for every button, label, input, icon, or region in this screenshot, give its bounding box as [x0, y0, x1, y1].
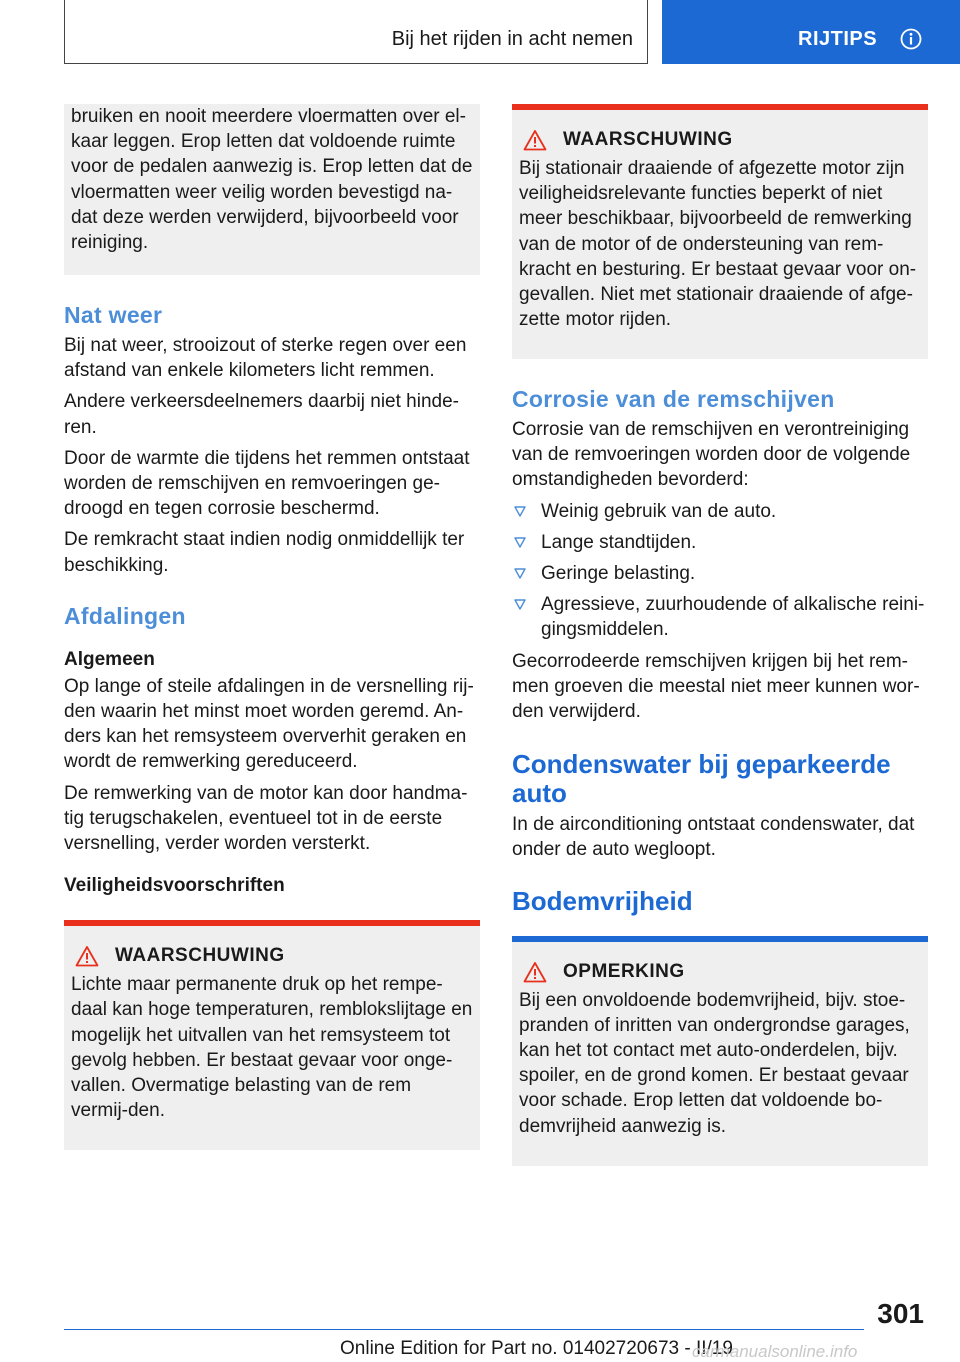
list-item-text: Lange standtijden. — [541, 531, 697, 553]
warning-title-row — [519, 128, 921, 152]
watermark: carmanualsonline.info — [692, 1342, 858, 1361]
corrosie-outro: Gecorrodeerde remschijven krijgen bij het rem-men groeven die meestal niet meer kunnen wor-den verwijderd. — [512, 650, 920, 723]
list-item — [512, 530, 928, 555]
warning-title: WAARSCHUWING — [563, 129, 733, 150]
footer-rule — [64, 1329, 864, 1330]
nat-weer-p4: De remkracht staat indien nodig onmiddellijk ter beschikking. — [64, 529, 465, 576]
subheading-veiligheidsvoorschriften: Veiligheidsvoorschriften — [64, 875, 285, 897]
running-header — [64, 0, 648, 64]
right-column — [512, 104, 928, 1166]
left-column — [64, 104, 480, 1150]
triangle-bullet-icon — [514, 599, 526, 610]
note-text: Bij een onvoldoende bodemvrijheid, bijv. stoe-pranden of inritten van ondergrondse garages, kan het tot contact met auto-onderdelen, bijv. spoiler, en de grond komen. Er bestaat gevaar voor schade. Erop letten dat voldoende bo-demvrijheid aanwezig is. — [519, 989, 910, 1137]
nat-weer-p1: Bij nat weer, strooizout of sterke regen over een afstand van enkele kilometers licht remmen. — [64, 335, 467, 382]
heading-corrosie: Corrosie van de remschijven — [512, 386, 835, 412]
warning-triangle-icon — [75, 945, 99, 967]
page-number: 301 — [877, 1298, 924, 1329]
warning-title-row — [71, 944, 473, 968]
afdalingen-p2: De remwerking van de motor kan door handma-tig terugschakelen, eventueel tot in de eerste versnelling, verder worden versterkt. — [64, 782, 468, 855]
note-title: OPMERKING — [563, 960, 685, 982]
heading-afdalingen: Afdalingen — [64, 602, 186, 629]
warning-text: Lichte maar permanente druk op het rempe-daal kan hoge temperaturen, remblokslijtage en mogelijk het uitvallen van het remsysteem tot gevolg hebben. Er bestaat gevaar voor onge-vallen. Overmatige belasting van de rem vermij-den. — [71, 974, 473, 1122]
list-item — [512, 561, 928, 586]
warning-triangle-icon — [523, 961, 547, 983]
note-title-row — [519, 960, 921, 984]
info-icon[interactable] — [900, 28, 922, 50]
list-item — [512, 592, 928, 642]
triangle-bullet-icon — [514, 568, 526, 579]
corrosie-intro: Corrosie van de remschijven en verontreiniging van de remvoeringen worden door de volgende omstandigheden bevorderd: — [512, 419, 911, 491]
heading-condenswater: Condenswater bij geparkeerde auto — [512, 749, 891, 809]
warning-title: WAARSCHUWING — [115, 945, 285, 967]
heading-bodemvrijheid: Bodemvrijheid — [512, 885, 693, 916]
corrosie-list — [512, 499, 928, 643]
afdalingen-p1: Op lange of steile afdalingen in de versnelling rij-den waarin het minst moet worden geremd. An-ders kan het remsysteem oververhit geraken en wordt de remwerking gereduceerd. — [64, 675, 474, 773]
warning-text: Bij stationair draaiende of afgezette motor zijn veiligheidsrelevante functies beperkt of niet meer beschikbaar, bijvoorbeeld de remwerking van de motor of de ondersteuning van rem-kracht en besturing. Er bestaat gevaar voor on-gevallen. Niet met stationair draaiende of afge-zette motor rijden. — [519, 158, 917, 331]
chapter-title: RIJTIPS — [798, 28, 878, 50]
list-item-text: Weinig gebruik van de auto. — [541, 500, 777, 522]
note-box-ground-clearance — [512, 936, 928, 1166]
nat-weer-p3: Door de warmte die tijdens het remmen ontstaat worden de remschijven en remvoeringen ge-droogd en tegen corrosie beschermd. — [64, 447, 470, 520]
nat-weer-p2: Andere verkeersdeelnemers daarbij niet hinde-ren. — [64, 391, 460, 438]
heading-nat-weer: Nat weer — [64, 302, 163, 328]
warning-box-brake — [64, 920, 480, 1150]
list-item-text: Agressieve, zuurhoudende of alkalische reini-gingsmiddelen. — [541, 594, 925, 641]
triangle-bullet-icon — [514, 537, 526, 548]
edition-line: Online Edition for Part no. 01402720673 - II/19 — [340, 1338, 733, 1359]
condens-text: In de airconditioning ontstaat condenswater, dat onder de auto wegloopt. — [512, 814, 915, 861]
list-item — [512, 499, 928, 524]
continued-box-text: bruiken en nooit meerdere vloermatten over el-kaar leggen. Erop letten dat voldoende ruimte voor de pedalen aanwezig is. Erop letten dat de vloermatten weer veilig worden bevestigd na-dat deze werden verwijderd, bijvoorbeeld voor reiniging. — [71, 106, 473, 254]
list-item-text: Geringe belasting. — [541, 563, 696, 585]
continued-info-box — [64, 104, 480, 275]
warning-box-engine — [512, 104, 928, 359]
subheading-algemeen: Algemeen — [64, 648, 155, 670]
triangle-bullet-icon — [514, 506, 526, 517]
section-title: Bij het rijden in acht nemen — [391, 28, 633, 50]
warning-triangle-icon — [523, 129, 547, 151]
chapter-tab[interactable] — [662, 0, 960, 64]
